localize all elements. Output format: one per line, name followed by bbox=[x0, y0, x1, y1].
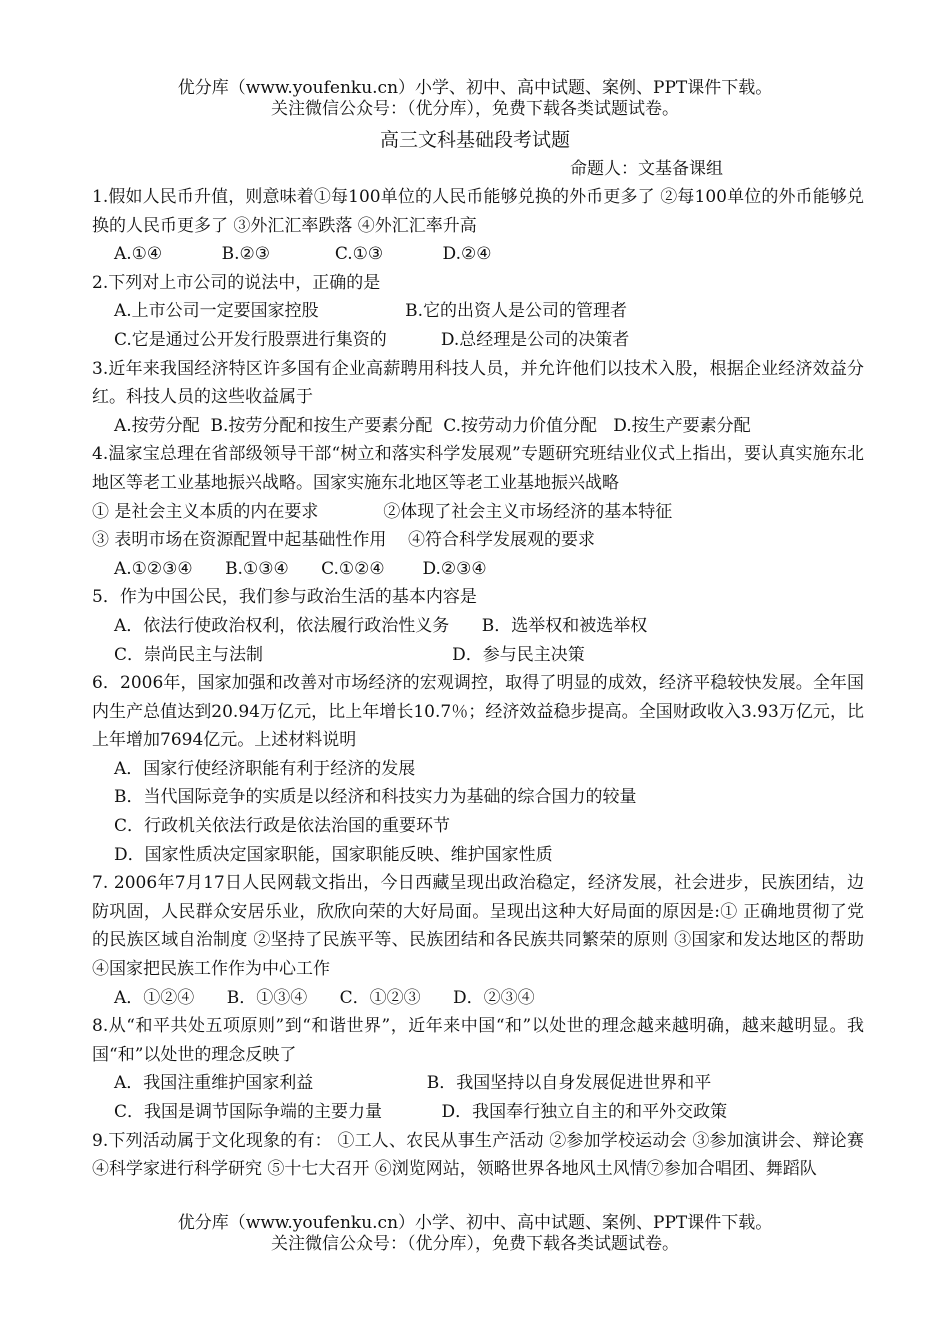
question-4-choices-34: ③ 表明市场在资源配置中起基础性作用 ④符合科学发展观的要求 bbox=[92, 530, 596, 551]
question-6-option-b: B．当代国际竞争的实质是以经济和科技实力为基础的综合国力的较量 bbox=[114, 787, 637, 808]
header-line-2: 关注微信公众号：（优分库），免费下载各类试题试卷。 bbox=[271, 99, 679, 119]
footer-line-2: 关注微信公众号：（优分库），免费下载各类试题试卷。 bbox=[271, 1234, 679, 1254]
question-8-options-cd: C．我国是调节国际争端的主要力量 D．我国奉行独立自主的和平外交政策 bbox=[114, 1102, 728, 1122]
question-8-stem: 8.从“和平共处五项原则”到“和谐世界”，近年来中国“和”以处世的理念越来越明确，越来越明显。我国“和”以处世的理念反映了 bbox=[92, 1016, 864, 1065]
question-6-option-a: A．国家行使经济职能有利于经济的发展 bbox=[114, 758, 416, 779]
question-1-stem: 1.假如人民币升值，则意味着①每100单位的人民币能够兑换的外币更多了 ②每100单位的外币能够兑换的人民币更多了 ③外汇汇率跌落 ④外汇汇率升高 bbox=[92, 187, 864, 236]
question-3-stem: 3.近年来我国经济特区许多国有企业高薪聘用科技人员，并允许他们以技术入股，根据企业经济效益分红。科技人员的这些收益属于 bbox=[92, 358, 864, 408]
question-1-options: A.①④ B.②③ C.①③ D.②④ bbox=[114, 244, 492, 265]
question-2-options-cd: C.它是通过公开发行股票进行集资的 D.总经理是公司的决策者 bbox=[114, 329, 630, 350]
question-5-options-ab: A．依法行使政治权利，依法履行政治性义务 B．选举权和被选举权 bbox=[114, 615, 648, 636]
question-3-options: A.按劳分配 B.按劳分配和按生产要素分配 C.按劳动力价值分配 D.按生产要素分配 bbox=[114, 415, 751, 436]
question-8-options-ab: A．我国注重维护国家利益 B．我国坚持以自身发展促进世界和平 bbox=[114, 1073, 712, 1094]
footer-line-1: 优分库（www.youfenku.cn）小学、初中、高中试题、案例、PPT课件下载。 bbox=[177, 1213, 773, 1233]
question-6-option-d: D．国家性质决定国家职能，国家职能反映、维护国家性质 bbox=[114, 844, 553, 865]
question-7-stem: 7. 2006年7月17日人民网载文指出，今日西藏呈现出政治稳定，经济发展，社会进步，民族团结，边防巩固，人民群众安居乐业，欣欣向荣的大好局面。呈现出这种大好局面的原因是:① 正确地贯彻了党的民族区域自治制度 ②坚持了民族平等、民族团结和各民族共同繁荣的原则 ③国家和发达地区的帮助 ④国家把民族工作作为中心工作 bbox=[92, 873, 864, 980]
question-5-options-cd: C．崇尚民主与法制 D．参与民主决策 bbox=[114, 644, 585, 665]
question-5-stem: 5．作为中国公民，我们参与政治生活的基本内容是 bbox=[92, 587, 477, 608]
exam-title: 高三文科基础段考试题 bbox=[379, 129, 570, 151]
question-4-choices-12: ① 是社会主义本质的内在要求 ②体现了社会主义市场经济的基本特征 bbox=[92, 501, 673, 522]
question-9-stem: 9.下列活动属于文化现象的有： ①工人、农民从事生产活动 ②参加学校运动会 ③参加演讲会、辩论赛 ④科学家进行科学研究 ⑤十七大召开 ⑥浏览网站，领略世界各地风土风情⑦参加合唱团、舞蹈队 bbox=[92, 1130, 864, 1180]
header-line-1: 优分库（www.youfenku.cn）小学、初中、高中试题、案例、PPT课件下载。 bbox=[177, 78, 773, 98]
question-4-stem: 4.温家宝总理在省部级领导干部“树立和落实科学发展观”专题研究班结业仪式上指出，要认真实施东北地区等老工业基地振兴战略。国家实施东北地区等老工业基地振兴战略 bbox=[92, 444, 864, 493]
question-6-stem: 6．2006年，国家加强和改善对市场经济的宏观调控，取得了明显的成效，经济平稳较快发展。全年国内生产总值达到20.94万亿元，比上年增长10.7％；经济效益稳步提高。全国财政收入3.93万亿元，比上年增加7694亿元。上述材料说明 bbox=[92, 673, 864, 751]
question-6-option-c: C．行政机关依法行政是依法治国的重要环节 bbox=[114, 816, 451, 837]
exam-author: 命题人：文基备课组 bbox=[570, 159, 723, 179]
question-7-options: A．①②④ B．①③④ C．①②③ D．②③④ bbox=[114, 987, 535, 1008]
question-2-stem: 2.下列对上市公司的说法中，正确的是 bbox=[92, 272, 381, 293]
question-list bbox=[92, 183, 864, 1184]
question-2-options-ab: A.上市公司一定要国家控股 B.它的出资人是公司的管理者 bbox=[114, 301, 628, 322]
question-4-options: A.①②③④ B.①③④ C.①②④ D.②③④ bbox=[114, 558, 487, 579]
